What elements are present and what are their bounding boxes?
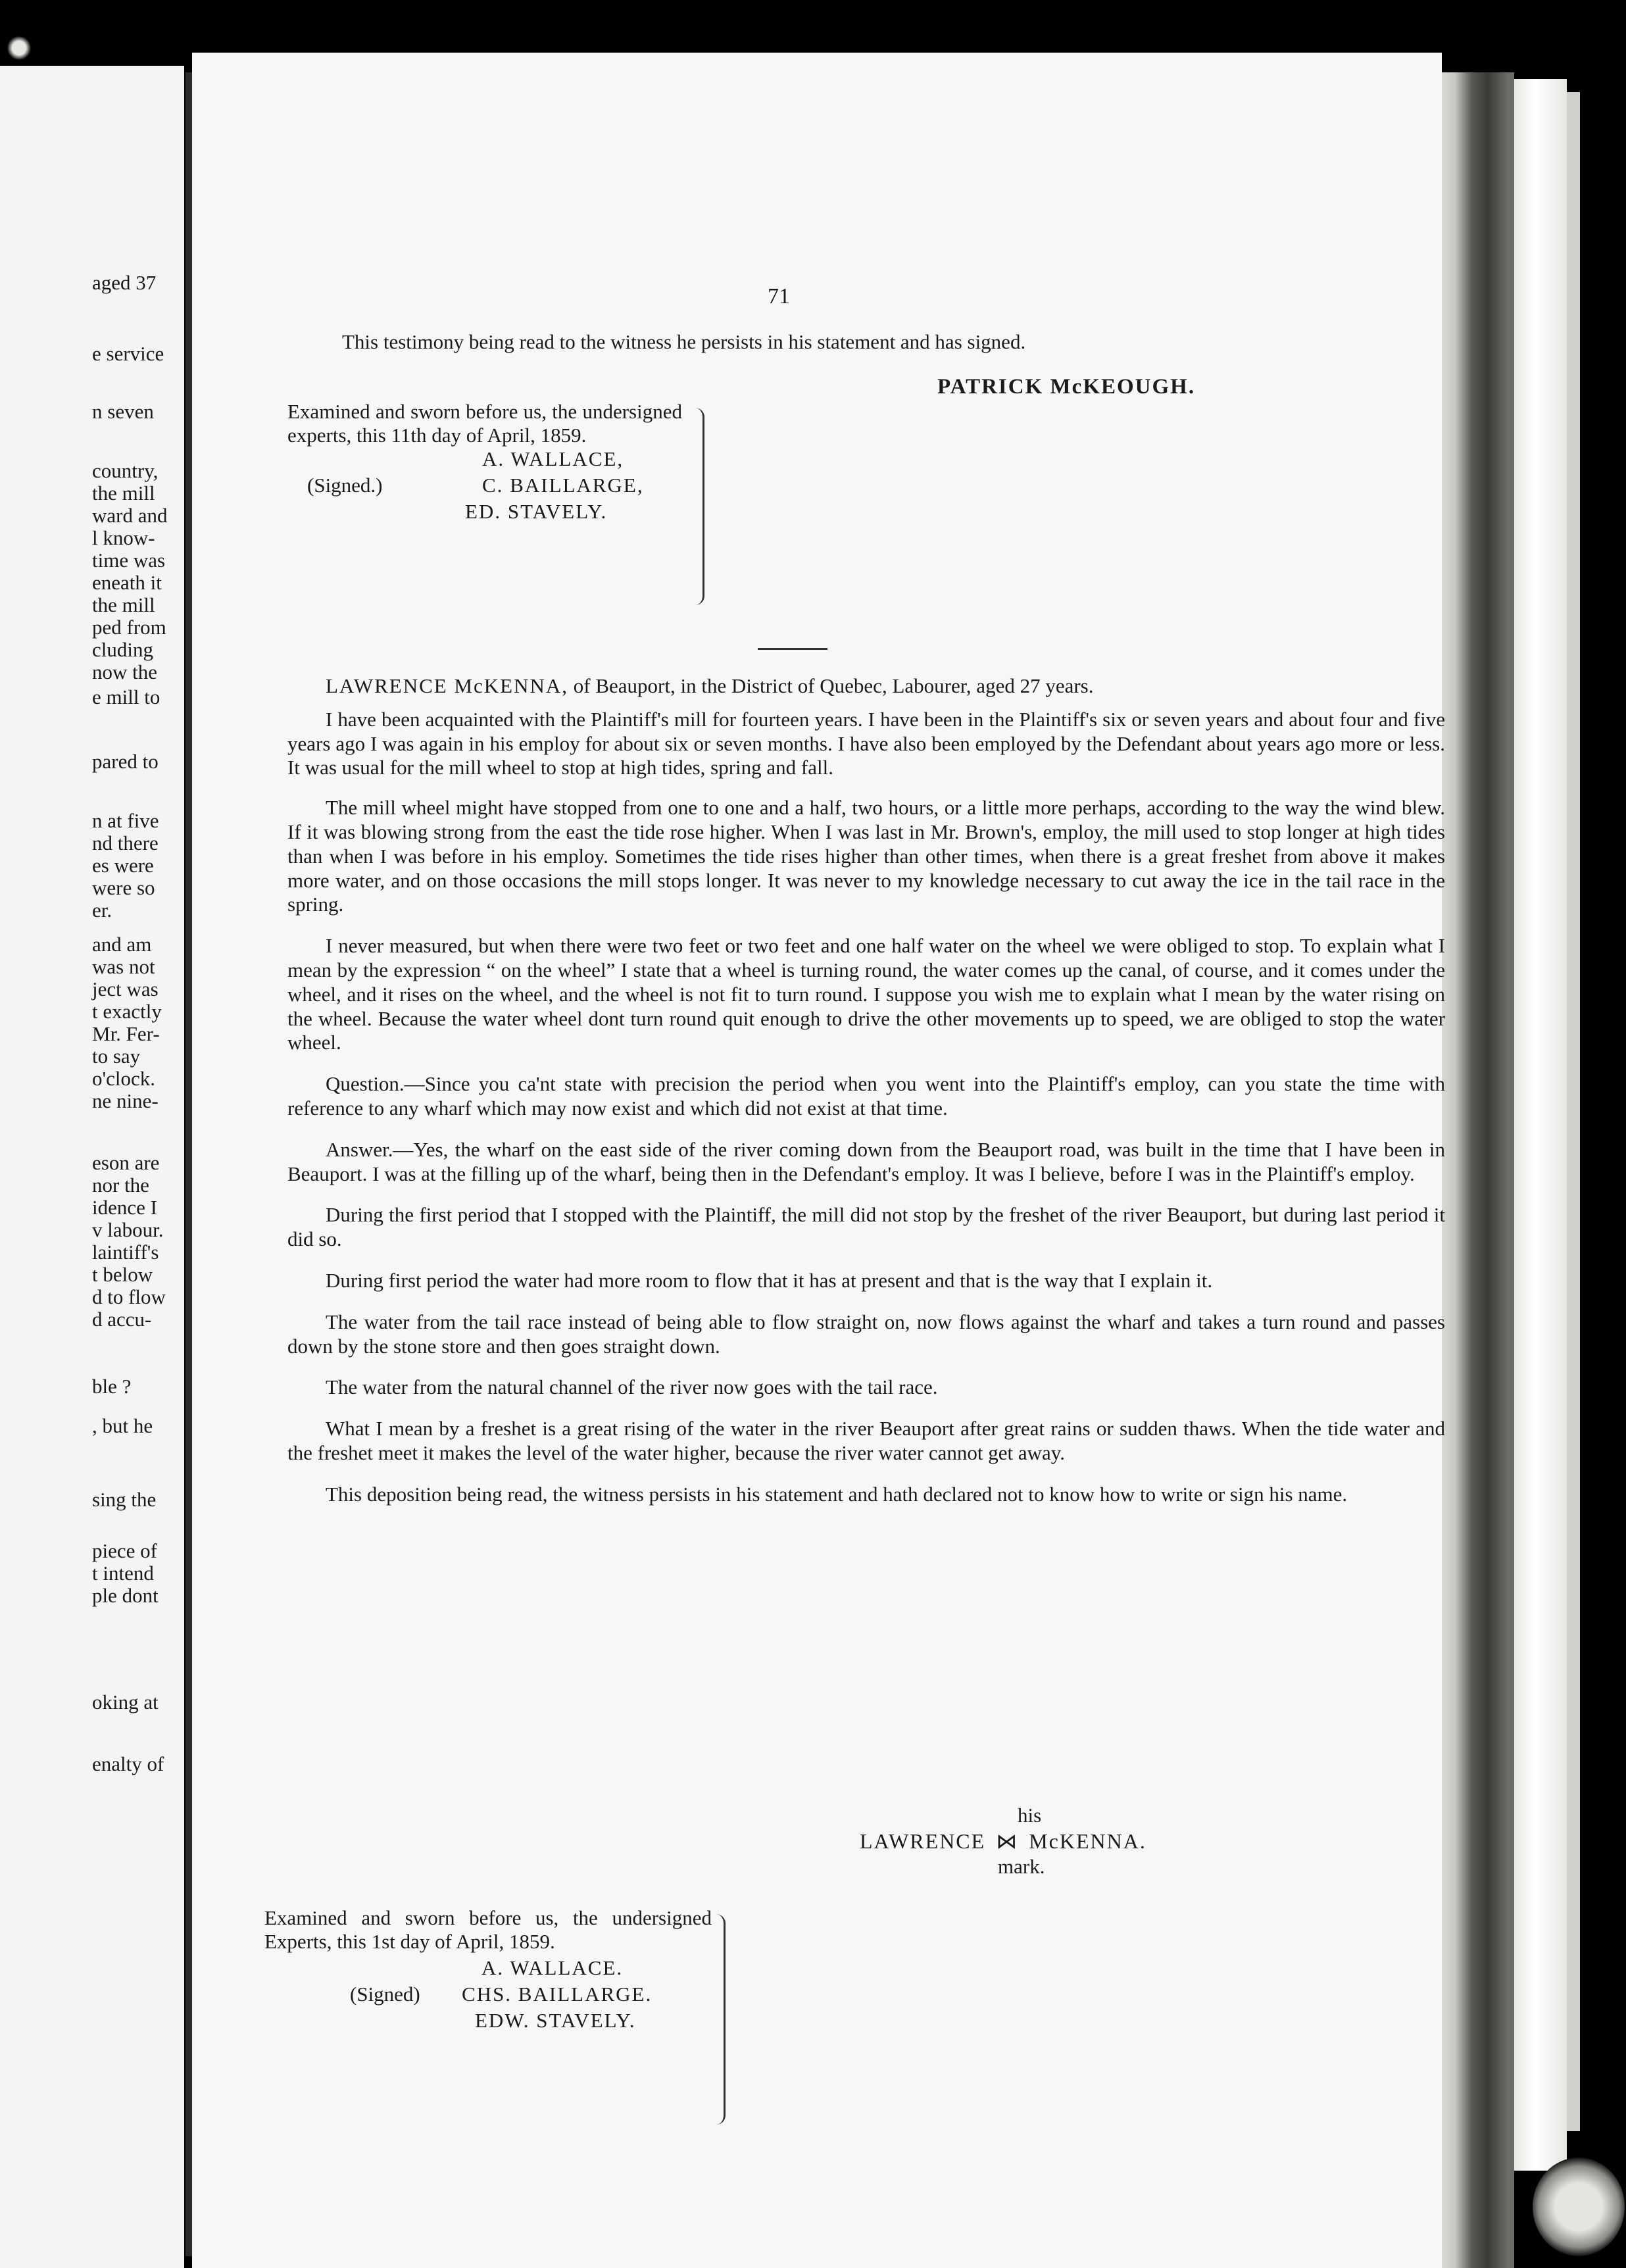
mark-cross-icon: ⋈ [996,1829,1019,1853]
mark-signature-line [860,1829,1146,1854]
facing-page-text-fragment: time was [92,549,166,572]
document-page [192,53,1445,2268]
facing-page-text-fragment: d accu- [92,1308,152,1331]
deposition-body [287,674,1445,1507]
facing-page-text-fragment: the mill [92,593,155,616]
facing-page-text-fragment: t intend [92,1562,154,1585]
facing-page-text-fragment: ne nine- [92,1089,159,1112]
facing-page-text-fragment: t exactly [92,1000,162,1023]
second-jurat-text: Examined and sworn before us, the undersigned Experts, this 1st day of April, 1859. [264,1906,712,1953]
facing-page-text-fragment: eneath it [92,571,162,594]
second-jurat-signer-2: CHS. BAILLARGE. [462,1983,653,2006]
facing-page-text-fragment: pared to [92,750,159,773]
facing-page-text-fragment: oking at [92,1690,159,1713]
second-jurat-signer-3: EDW. STAVELY. [475,2009,636,2032]
second-jurat-signer-1: A. WALLACE. [481,1956,624,1979]
mark-name-first: LAWRENCE [860,1829,986,1853]
facing-page-text-fragment: , but he [92,1414,153,1437]
facing-page-text-fragment: d to flow [92,1285,166,1308]
paragraph: I have been acquainted with the Plaintiff's mill for fourteen years. I have been in the Plaintiff's six or seven years and about four and five years ago I was again in his employ for about six or seven months. I have also been employed by the Defendant about years ago more or less. It was usual for the mill wheel to stop at high tides, spring and fall. [287,707,1445,779]
deponent-description: of Beauport, in the District of Quebec, Labourer, aged 27 years. [568,674,1094,697]
facing-page-text-fragment: to say [92,1045,141,1068]
facing-page-text-fragment: and am [92,933,152,956]
page-stack-edge [1514,79,1567,2171]
mark-name-last: McKENNA. [1029,1829,1146,1853]
facing-page-text-fragment: idence I [92,1196,157,1219]
facing-page-text-fragment: er. [92,899,112,922]
facing-page-text-fragment: ward and [92,504,168,527]
mark-label: mark. [998,1855,1045,1878]
first-jurat-brace [691,408,704,605]
page-number: 71 [768,284,790,308]
section-divider [758,648,827,650]
facing-page-fragment [0,66,184,2268]
facing-page-text-fragment: was not [92,955,155,978]
paragraph: The water from the natural channel of the river now goes with the tail race. [326,1375,938,1399]
deponent-name: LAWRENCE McKENNA, [326,674,569,697]
page-edge-shadow [1442,72,1514,2268]
facing-page-text-fragment: piece of [92,1539,157,1562]
first-jurat-text: Examined and sworn before us, the undersigned experts, this 11th day of April, 1859. [287,400,682,447]
facing-page-text-fragment: ped from [92,616,166,639]
facing-page-text-fragment: es were [92,854,154,877]
scan-artifact [7,36,32,60]
facing-page-text-fragment: Mr. Fer- [92,1022,160,1045]
intro-line: This testimony being read to the witness he persists in his statement and has signed. [342,330,1026,353]
scan-artifact-blotch [1533,2157,1625,2256]
paragraph-answer: Answer.—Yes, the wharf on the east side of the river coming down from the Beauport road, was built in the time that I have been in Beauport. I was at the filling up of the wharf, being then in the Defendant's employ. It was I believe, before I was in the Plaintiff's employ. [287,1137,1445,1185]
facing-page-text-fragment: country, [92,459,159,482]
paragraph-closing: This deposition being read, the witness persists in his statement and hath declared not to know how to write or sign his name. [326,1482,1348,1506]
facing-page-text-fragment: l know- [92,526,155,549]
first-jurat [287,400,695,530]
facing-page-text-fragment: cluding [92,638,153,661]
facing-page-text-fragment: the mill [92,481,155,505]
facing-page-text-fragment: ble ? [92,1375,132,1398]
paragraph: What I mean by a freshet is a great rising of the water in the river Beauport after great rains or sudden thaws. When the tide water and the freshet meet it makes the level of the water higher, because the river water cannot get away. [287,1417,1445,1464]
facing-page-text-fragment: t below [92,1263,153,1286]
page-stack-edge-strip [1567,92,1580,2131]
facing-page-text-fragment: aged 37 [92,271,157,294]
facing-page-text-fragment: o'clock. [92,1067,155,1090]
facing-page-text-fragment: n seven [92,400,154,423]
facing-page-text-fragment: nor the [92,1173,149,1196]
facing-page-text-fragment: sing the [92,1488,157,1511]
paragraph-question: Question.—Since you ca'nt state with precision the period when you went into the Plaintiff's employ, can you state the time with reference to any wharf which may now exist and which did not exist at that time. [287,1072,1445,1120]
paragraph: I never measured, but when there were two feet or two feet and one half water on the wheel we were obliged to stop. To explain what I mean by the expression “ on the wheel” I state that a wheel is turning round, the water comes up the canal, of course, and it comes under the wheel, and it rises on the wheel, and the wheel is not fit to turn round. I suppose you wish me to explain what I mean by the water rising on the wheel. Because the water wheel dont turn round quit enough to drive the other movements up to speed, we are obliged to stop the water wheel. [287,934,1445,1054]
paragraph: The water from the tail race instead of being able to flow straight on, now flows against the wharf and takes a turn round and passes down by the stone store and then goes straight down. [287,1310,1445,1358]
second-jurat [264,1906,725,2039]
facing-page-text-fragment: were so [92,876,155,899]
facing-page-text-fragment: ject was [92,977,159,1000]
first-jurat-signer-3: ED. STAVELY. [465,500,608,523]
first-jurat-signer-2: C. BAILLARGE, [482,474,644,497]
facing-page-text-fragment: enalty of [92,1752,164,1775]
facing-page-text-fragment: e service [92,342,164,365]
first-witness-signature: PATRICK McKEOUGH. [937,375,1196,399]
facing-page-text-fragment: laintiff's [92,1241,159,1264]
deponent-heading-paragraph [287,674,1445,699]
facing-page-text-fragment: now the [92,660,158,683]
second-jurat-brace [712,1914,726,2125]
facing-page-text-fragment: v labour. [92,1218,164,1241]
facing-page-text-fragment: ple dont [92,1584,159,1607]
facing-page-text-fragment: eson are [92,1151,160,1174]
facing-page-text-fragment: nd there [92,831,159,854]
paragraph: During first period the water had more room to flow that it has at present and that is the way that I explain it. [326,1268,1213,1292]
mark-his: his [1018,1804,1042,1827]
facing-page-text-fragment: e mill to [92,685,160,708]
paragraph: During the first period that I stopped with the Plaintiff, the mill did not stop by the freshet of the river Beauport, but during last period it did so. [287,1203,1445,1251]
paragraph: The mill wheel might have stopped from one to one and a half, two hours, or a little more perhaps, according to the way the wind blew. If it was blowing strong from the east the tide rose higher. When I was last in Mr. Brown's, employ, the mill used to stop longer at high tides than when I was before in his employ. Sometimes the tide rises higher than other times, when there is a great freshet from above it makes more water, and on those occasions the mill stops longer. It was never to my knowledge necessary to cut away the ice in the tail race in the spring. [287,796,1445,916]
facing-page-text-fragment: n at five [92,809,159,832]
second-jurat-signed-label: (Signed) [350,1983,420,2006]
first-jurat-signer-1: A. WALLACE, [482,447,624,470]
first-jurat-signed-label: (Signed.) [307,474,383,497]
